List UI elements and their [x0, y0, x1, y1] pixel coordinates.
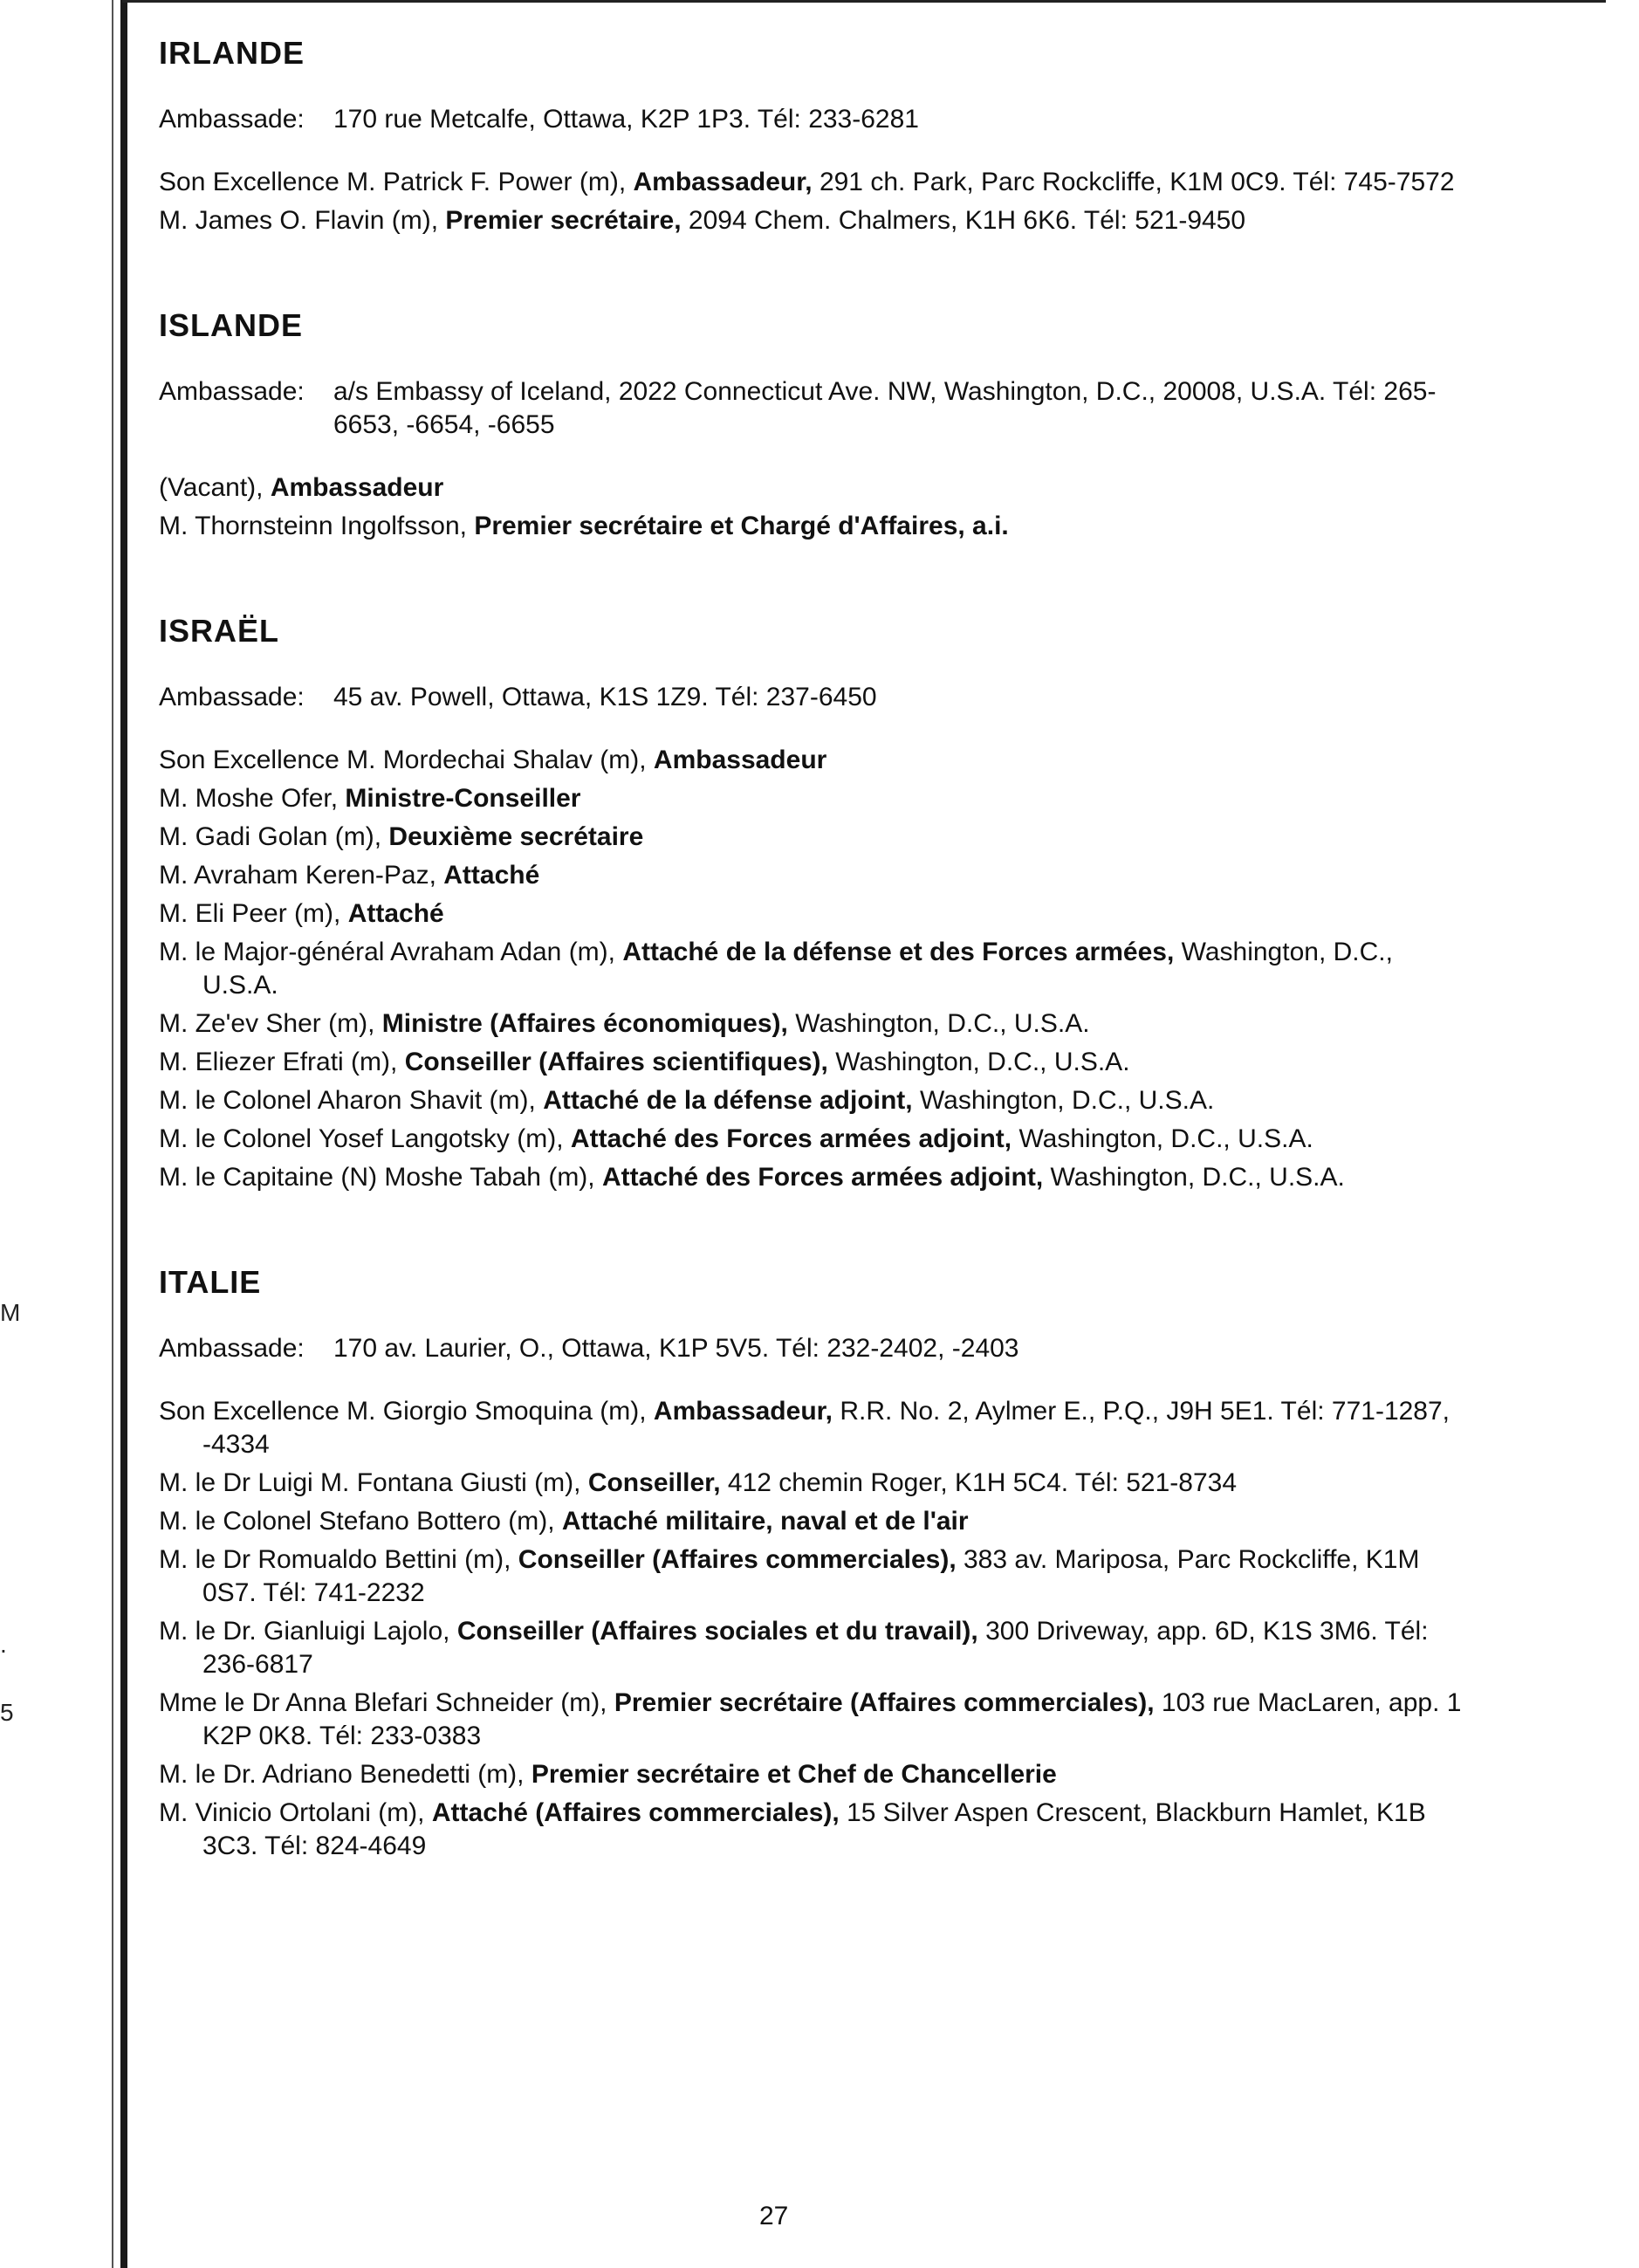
country-title: ISRAËL — [159, 613, 280, 649]
staff-list — [159, 471, 1468, 543]
staff-name: M. le Capitaine (N) Moshe Tabah (m), — [159, 1163, 595, 1192]
staff-role: Premier secrétaire, — [445, 206, 682, 235]
staff-entry — [159, 1467, 1468, 1500]
staff-name: M. Moshe Ofer, — [159, 784, 339, 813]
embassy-address — [159, 1332, 1468, 1365]
staff-entry — [159, 1395, 1468, 1461]
embassy-label: Ambassade: — [159, 1334, 305, 1363]
staff-name: M. le Major-général Avraham Adan (m), — [159, 938, 615, 966]
staff-entry — [159, 1543, 1468, 1610]
margin-mark: 5 — [0, 1699, 14, 1726]
staff-entry — [159, 471, 1468, 505]
staff-address: Washington, D.C., U.S.A. — [1018, 1124, 1313, 1153]
staff-role: Ministre (Affaires économiques), — [381, 1009, 788, 1038]
staff-role: Premier secrétaire et Chargé d'Affaires, a.i. — [474, 512, 1009, 540]
staff-role: Attaché de la défense adjoint, — [543, 1086, 913, 1115]
country-title: ITALIE — [159, 1264, 262, 1300]
staff-name: Son Excellence M. Giorgio Smoquina (m), — [159, 1397, 647, 1426]
staff-list — [159, 166, 1468, 237]
embassy-label: Ambassade: — [159, 683, 305, 711]
staff-role: Conseiller, — [587, 1468, 721, 1497]
staff-entry — [159, 782, 1468, 815]
embassy-text: a/s Embassy of Iceland, 2022 Connecticut Ave. NW, Washington, D.C., 20008, U.S.A. Tél: 265-6653, -6654, -6655 — [333, 377, 1437, 439]
top-rule — [122, 0, 1606, 3]
country-section — [159, 35, 1468, 237]
staff-role: Attaché (Affaires commerciales), — [431, 1798, 840, 1827]
staff-entry — [159, 1046, 1468, 1079]
margin-mark: . — [0, 1631, 7, 1658]
staff-role: Premier secrétaire et Chef de Chancellerie — [531, 1760, 1057, 1789]
staff-role: Conseiller (Affaires sociales et du travail), — [456, 1617, 978, 1646]
embassy-address — [159, 681, 1468, 714]
staff-address: Washington, D.C., U.S.A. — [795, 1009, 1090, 1038]
staff-name: M. le Dr Luigi M. Fontana Giusti (m), — [159, 1468, 581, 1497]
staff-address: Washington, D.C., U.S.A. — [202, 938, 1393, 1000]
staff-name: M. le Dr. Adriano Benedetti (m), — [159, 1760, 525, 1789]
page-binding-edge — [120, 0, 127, 2268]
country-title: IRLANDE — [159, 35, 305, 71]
embassy-address — [159, 375, 1468, 442]
staff-role: Attaché militaire, naval et de l'air — [561, 1507, 969, 1536]
staff-name: M. Eliezer Efrati (m), — [159, 1048, 398, 1076]
staff-name: M. Vinicio Ortolani (m), — [159, 1798, 425, 1827]
staff-role: Attaché de la défense et des Forces armées, — [622, 938, 1175, 966]
staff-name: (Vacant), — [159, 473, 264, 502]
staff-address: 291 ch. Park, Parc Rockcliffe, K1M 0C9. Tél: 745-7572 — [819, 168, 1455, 196]
staff-entry — [159, 744, 1468, 777]
staff-name: M. Avraham Keren-Paz, — [159, 861, 436, 890]
staff-role: Deuxième secrétaire — [388, 822, 644, 851]
staff-address: 412 chemin Roger, K1H 5C4. Tél: 521-8734 — [727, 1468, 1238, 1497]
page-number: 27 — [759, 2202, 789, 2230]
staff-role: Conseiller (Affaires commerciales), — [518, 1545, 957, 1574]
margin-mark: M — [0, 1299, 21, 1326]
staff-name: M. le Dr. Gianluigi Lajolo, — [159, 1617, 450, 1646]
staff-entry — [159, 1758, 1468, 1791]
staff-name: M. Eli Peer (m), — [159, 899, 341, 928]
staff-address: R.R. No. 2, Aylmer E., P.Q., J9H 5E1. Tél: 771-1287, -4334 — [202, 1397, 1450, 1459]
staff-address: 103 rue MacLaren, app. 1 K2P 0K8. Tél: 233-0383 — [202, 1688, 1462, 1750]
staff-role: Ministre-Conseiller — [345, 784, 581, 813]
staff-list — [159, 1395, 1468, 1863]
staff-name: M. Gadi Golan (m), — [159, 822, 382, 851]
staff-name: Mme le Dr Anna Blefari Schneider (m), — [159, 1688, 607, 1717]
staff-address: 15 Silver Aspen Crescent, Blackburn Hamlet, K1B 3C3. Tél: 824-4649 — [202, 1798, 1426, 1860]
staff-entry — [159, 1007, 1468, 1041]
staff-name: M. le Colonel Yosef Langotsky (m), — [159, 1124, 564, 1153]
staff-entry — [159, 1687, 1468, 1753]
staff-role: Attaché — [443, 861, 540, 890]
staff-role: Attaché des Forces armées adjoint, — [601, 1163, 1044, 1192]
embassy-text: 170 rue Metcalfe, Ottawa, K2P 1P3. Tél: 233-6281 — [333, 105, 919, 134]
staff-entry — [159, 1084, 1468, 1117]
staff-address: Washington, D.C., U.S.A. — [919, 1086, 1215, 1115]
staff-entry — [159, 1797, 1468, 1863]
staff-entry — [159, 1615, 1468, 1681]
staff-role: Attaché — [347, 899, 444, 928]
staff-list — [159, 744, 1468, 1194]
staff-name: M. Ze'ev Sher (m), — [159, 1009, 375, 1038]
staff-address: 383 av. Mariposa, Parc Rockcliffe, K1M 0S7. Tél: 741-2232 — [202, 1545, 1420, 1607]
country-title: ISLANDE — [159, 307, 304, 343]
staff-role: Ambassadeur, — [653, 1397, 833, 1426]
embassy-label: Ambassade: — [159, 377, 305, 406]
country-section — [159, 1264, 1468, 1863]
staff-address: 2094 Chem. Chalmers, K1H 6K6. Tél: 521-9450 — [688, 206, 1246, 235]
staff-entry — [159, 1123, 1468, 1156]
embassy-text: 170 av. Laurier, O., Ottawa, K1P 5V5. Tél: 232-2402, -2403 — [333, 1334, 1019, 1363]
staff-name: Son Excellence M. Mordechai Shalav (m), — [159, 746, 647, 774]
embassy-address — [159, 103, 1468, 136]
staff-entry — [159, 859, 1468, 892]
page-binding-shadow — [112, 0, 113, 2268]
staff-role: Ambassadeur — [653, 746, 827, 774]
staff-entry — [159, 204, 1468, 237]
staff-role: Attaché des Forces armées adjoint, — [570, 1124, 1012, 1153]
staff-address: Washington, D.C., U.S.A. — [835, 1048, 1130, 1076]
staff-role: Ambassadeur — [270, 473, 444, 502]
staff-name: Son Excellence M. Patrick F. Power (m), — [159, 168, 627, 196]
staff-role: Premier secrétaire (Affaires commerciales), — [614, 1688, 1155, 1717]
staff-role: Ambassadeur, — [633, 168, 813, 196]
staff-name: M. Thornsteinn Ingolfsson, — [159, 512, 467, 540]
staff-entry — [159, 897, 1468, 931]
staff-address: 300 Driveway, app. 6D, K1S 3M6. Tél: 236-6817 — [202, 1617, 1429, 1679]
embassy-text: 45 av. Powell, Ottawa, K1S 1Z9. Tél: 237-6450 — [333, 683, 877, 711]
staff-entry — [159, 936, 1468, 1002]
staff-entry — [159, 1505, 1468, 1538]
document-content — [159, 35, 1468, 1933]
staff-name: M. le Colonel Stefano Bottero (m), — [159, 1507, 555, 1536]
staff-name: M. le Dr Romualdo Bettini (m), — [159, 1545, 511, 1574]
staff-name: M. le Colonel Aharon Shavit (m), — [159, 1086, 536, 1115]
staff-entry — [159, 821, 1468, 854]
embassy-label: Ambassade: — [159, 105, 305, 134]
staff-role: Conseiller (Affaires scientifiques), — [404, 1048, 828, 1076]
country-section — [159, 307, 1468, 543]
country-section — [159, 613, 1468, 1194]
staff-address: Washington, D.C., U.S.A. — [1050, 1163, 1345, 1192]
staff-name: M. James O. Flavin (m), — [159, 206, 439, 235]
staff-entry — [159, 1161, 1468, 1194]
staff-entry — [159, 166, 1468, 199]
staff-entry — [159, 510, 1468, 543]
